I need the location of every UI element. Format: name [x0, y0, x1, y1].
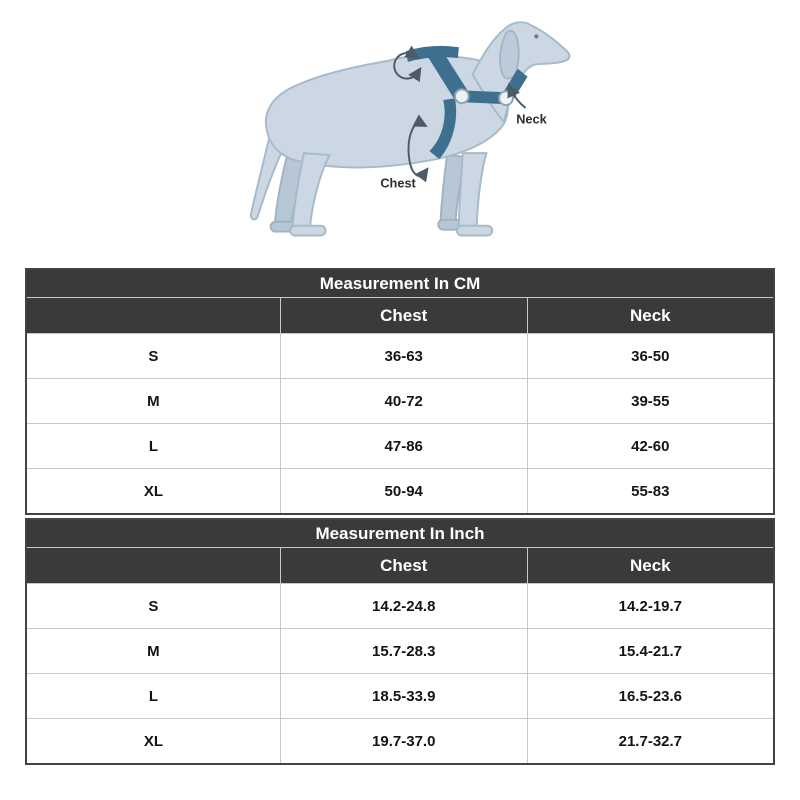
neck-value-cell: 21.7-32.7	[527, 719, 774, 765]
inch-column-header-size	[26, 548, 280, 584]
chest-value-cell: 36-63	[280, 334, 527, 379]
inch-column-header-chest: Chest	[280, 548, 527, 584]
size-cell: XL	[26, 469, 280, 515]
table-row	[26, 584, 774, 629]
chest-value-cell: 19.7-37.0	[280, 719, 527, 765]
size-cell: S	[26, 584, 280, 629]
neck-value-cell: 15.4-21.7	[527, 629, 774, 674]
chest-value-cell: 18.5-33.9	[280, 674, 527, 719]
cm-table-title-row	[26, 269, 774, 298]
chest-value-cell: 14.2-24.8	[280, 584, 527, 629]
neck-value-cell: 39-55	[527, 379, 774, 424]
dog-eye	[534, 34, 538, 38]
dog-body	[266, 55, 508, 167]
neck-value-cell: 14.2-19.7	[527, 584, 774, 629]
neck-value-cell: 55-83	[527, 469, 774, 515]
chest-value-cell: 40-72	[280, 379, 527, 424]
cm-column-header-chest: Chest	[280, 298, 527, 334]
dog-illustration	[222, 6, 582, 261]
neck-value-cell: 42-60	[527, 424, 774, 469]
neck-value-cell: 36-50	[527, 334, 774, 379]
harness-ring-chest	[455, 89, 469, 103]
inch-table-title-row	[26, 519, 774, 548]
cm-column-header-size	[26, 298, 280, 334]
size-cell: L	[26, 674, 280, 719]
dog-near-front-leg	[459, 153, 486, 229]
table-row	[26, 469, 774, 515]
table-row	[26, 334, 774, 379]
inch-measurement-table	[25, 518, 775, 765]
inch-table-title: Measurement In Inch	[26, 519, 774, 548]
inch-column-header-neck: Neck	[527, 548, 774, 584]
cm-table-title: Measurement In CM	[26, 269, 774, 298]
neck-value-cell: 16.5-23.6	[527, 674, 774, 719]
chest-value-cell: 15.7-28.3	[280, 629, 527, 674]
size-cell: L	[26, 424, 280, 469]
harness-ring-neck	[499, 91, 513, 105]
dog-near-hind-foot	[290, 226, 325, 236]
table-row	[26, 674, 774, 719]
size-cell: M	[26, 629, 280, 674]
size-cell: M	[26, 379, 280, 424]
chest-value-cell: 50-94	[280, 469, 527, 515]
cm-table-header-row	[26, 298, 774, 334]
size-cell: S	[26, 334, 280, 379]
cm-measurement-table	[25, 268, 775, 515]
chest-label: Chest	[380, 175, 416, 191]
dog-near-front-foot	[457, 226, 492, 236]
inch-table-header-row	[26, 548, 774, 584]
cm-column-header-neck: Neck	[527, 298, 774, 334]
table-row	[26, 379, 774, 424]
dog-harness-diagram	[222, 6, 582, 261]
table-row	[26, 719, 774, 765]
table-row	[26, 629, 774, 674]
table-row	[26, 424, 774, 469]
chest-value-cell: 47-86	[280, 424, 527, 469]
size-cell: XL	[26, 719, 280, 765]
neck-label: Neck	[516, 111, 547, 127]
